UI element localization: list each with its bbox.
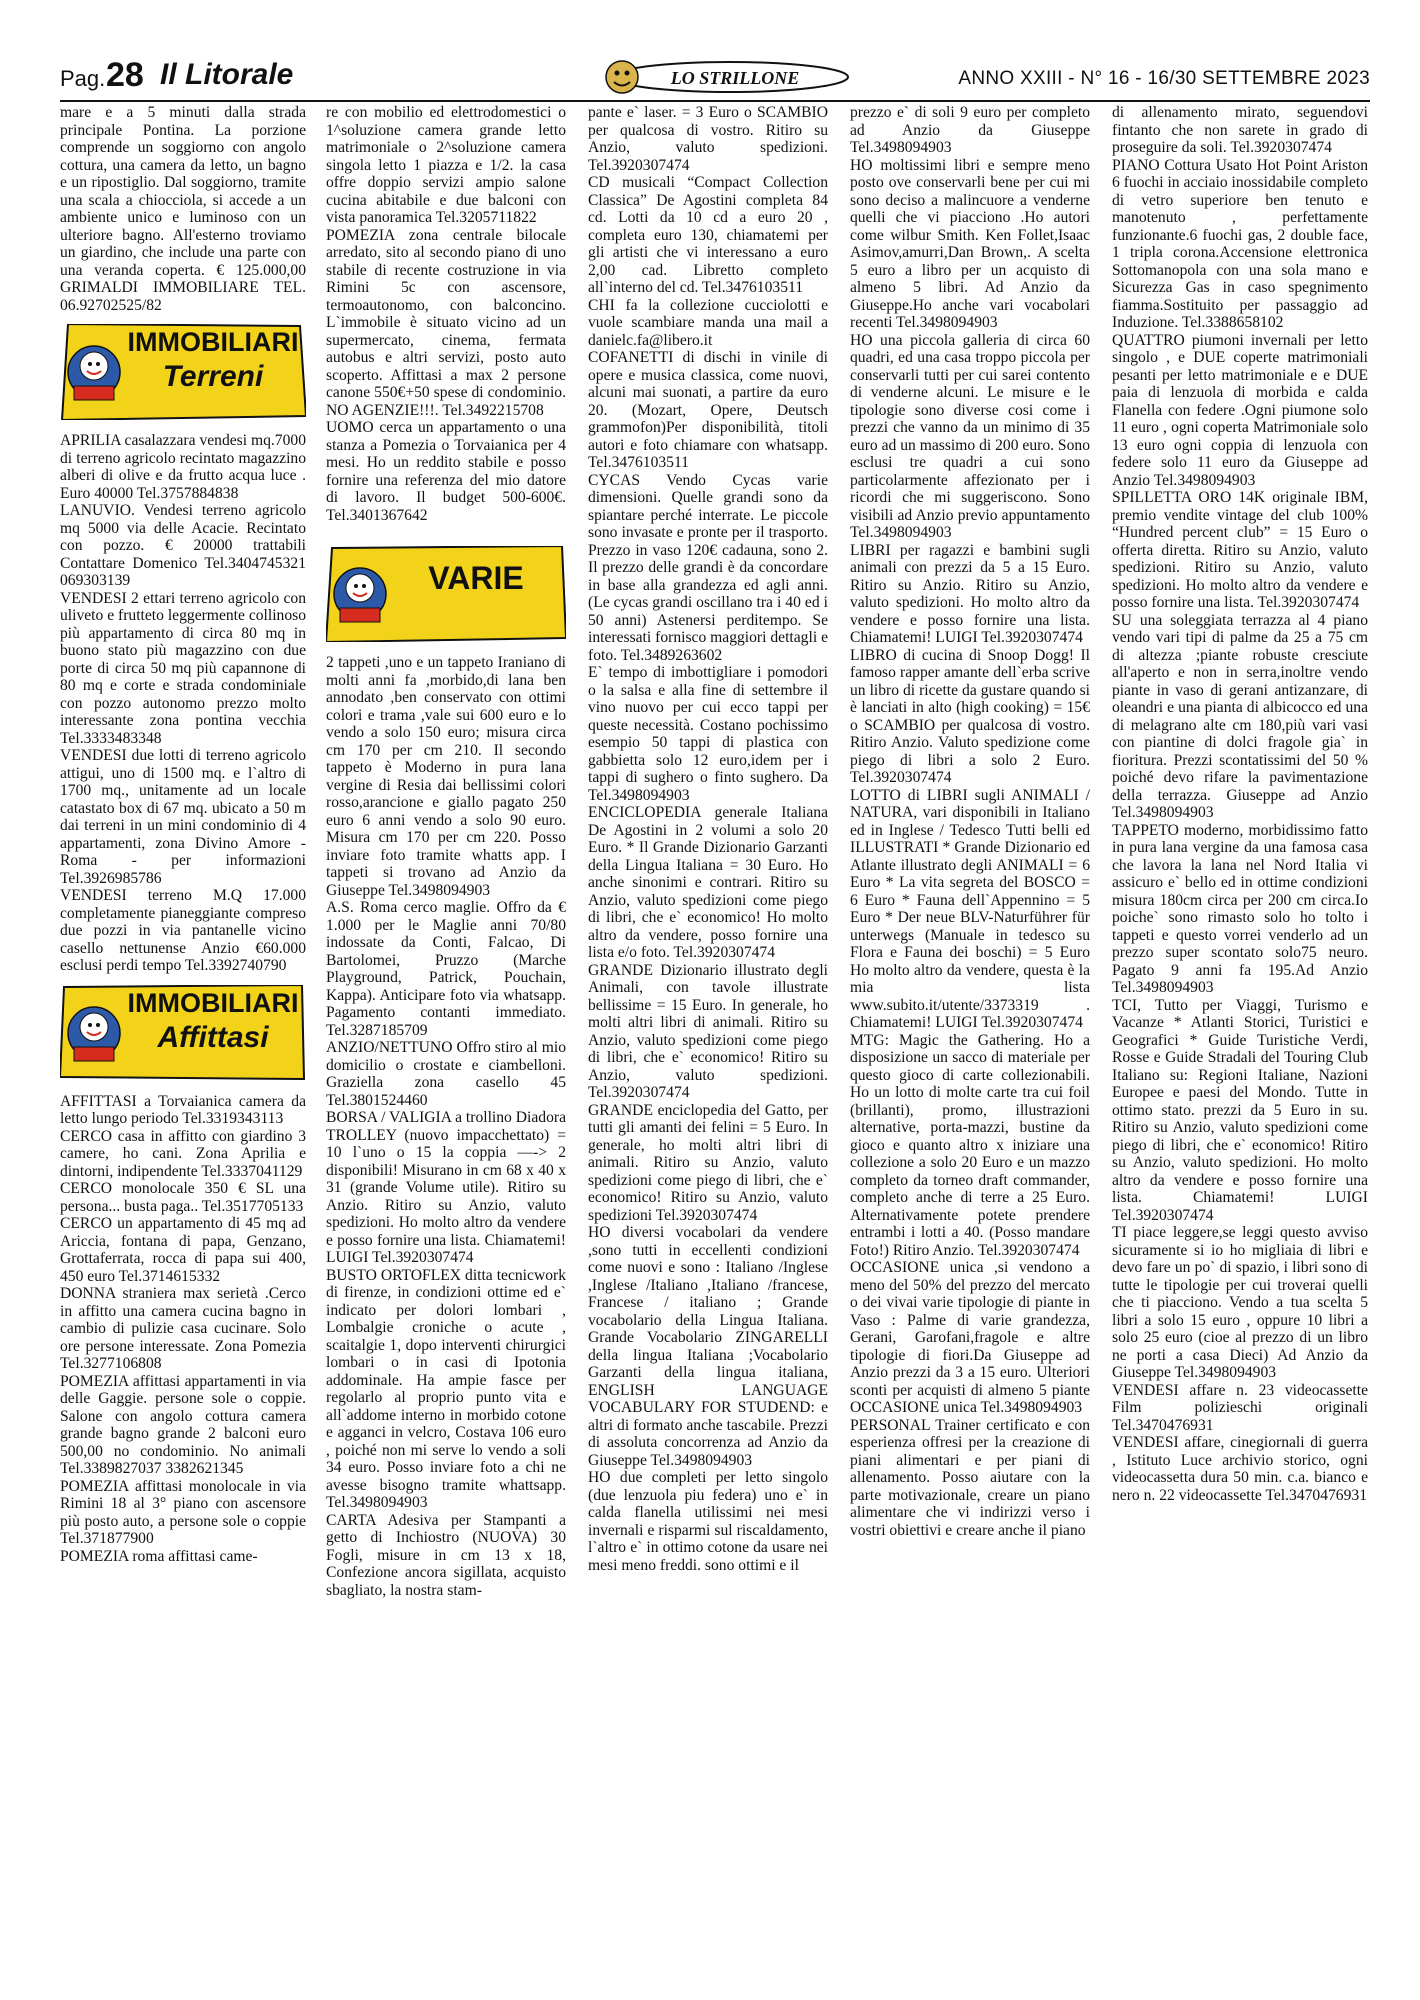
ad-text: CARTA Adesiva per Stampanti a getto di Inchiostro (NUOVA) 30 Fogli, misure in cm 13 x 18, Confezione ancora sigillata, acquisto sbagliato, la nostra stam- bbox=[326, 1511, 566, 1599]
ad-text: SU una soleggiata terrazza al 4 piano vendo vari tipi di palme da 25 a 75 cm di altezza ;piante robuste cresciute all'aperto e non in serra,inoltre vendo piante in vaso di gerani antizanzare, di oleandri e una pianta di albicocco ed una di melagrano alte cm 180,più vari vasi con piantine di dolci fragole gia` in fioritura. Prezzi scontatissimi del 50 % poiché devo rifare la pavimentazione della terrazza. Giuseppe ad Anzio Tel.3498094903 bbox=[1112, 611, 1368, 821]
ad-text: E` tempo di imbottigliare i pomodori o la salsa e alla fine di settembre il vino nuovo per cui ecco tappi per queste necessità. Costano pochissimo esempio 50 tappi di plastica con gabbietta solo 12 euro,idem per i tappi di sughero o finto sughero. Da Tel.3498094903 bbox=[588, 664, 828, 804]
ad-text: ANZIO/NETTUNO Offro stiro al mio domicilio o crostate e ciambelloni. Graziella zona casello 45 Tel.3801524460 bbox=[326, 1039, 566, 1109]
ad-text: MTG: Magic the Gathering. Ho a disposizione un sacco di materiale per questo gioco di carte collezionabili. Ho un lotto di molte carte tra cui foil (brillanti), promo, illustrazioni alternative, porta-mazzi, bustine da gioco e quanto altro x iniziare una collezione a solo 20 Euro e un mazzo completo da torneo draft commander, completo anche di terre a 25 Euro. Alternativamente potete prendere entrambi i lotti a 40. (Posso mandare Foto!) Ritiro Anzio. Tel.3920307474 bbox=[850, 1031, 1090, 1259]
ad-text: LANUVIO. Vendesi terreno agricolo mq 5000 via delle Acacie. Recintato con pozzo. € 20000 trattabili Contattare Domenico Tel.3404745321 069303139 bbox=[60, 502, 306, 589]
ad-text: LIBRO di cucina di Snoop Dogg! Il famoso rapper amante dell`erba scrive un libro di ricette da gustare quando si è lanciati in alto (high cooking) = 15€ o SCAMBIO per qualcosa di vostro. Ritiro Anzio. Valuto spedizione come piego di libri a solo 2 Euro. Tel.3920307474 bbox=[850, 646, 1090, 786]
ad-text: HO una piccola galleria di circa 60 quadri, ed una casa troppo piccola per conservarli tutti per cui sarei contento di venderne alcuni. Le misure e le tipologie sono diverse cosi come i prezzi che vanno da un minimo di 35 euro ad un massimo di 200 euro. Sono esclusi tre quadri a cui sono particolarmente affezionato per i ricordi che mi suggeriscono. Sono visibili ad Anzio previo appuntamento Tel.3498094903 bbox=[850, 331, 1090, 541]
ad-text: APRILIA casalazzara vendesi mq.7000 di terreno agricolo recintato magazzino alberi di olive e da frutto acqua luce . Euro 40000 Tel.3757884838 bbox=[60, 432, 306, 502]
column-1 bbox=[60, 104, 306, 1999]
ad-text: COFANETTI di dischi in vinile di opere e musica classica, come nuovi, alcuni mai suonati, a partire da euro 20. (Mozart, Opere, Deutsch grammofon)Per disponibilità, titoli autori e foto chiamare con whatsapp. Tel.3476103511 bbox=[588, 349, 828, 471]
ad-text: CERCO un appartamento di 45 mq ad Ariccia, fontana di papa, Genzano, Grottaferrata, rocca di papa sui 400, 450 euro Tel.3714615332 bbox=[60, 1215, 306, 1285]
strillone-logo bbox=[600, 58, 860, 96]
column-3 bbox=[588, 104, 828, 1999]
section-badge-varie bbox=[326, 546, 566, 642]
page-number: 28 bbox=[106, 56, 144, 94]
ad-text: TAPPETO moderno, morbidissimo fatto in pura lana vergine da una famosa casa che lavora la lana nel Nord Italia vi assicuro e` bello ed in ottime condizioni misura 180cm circa per 200 cm circa.Io poiche` sono rimasto solo ho tolto i tappeti e questo vorrei venderlo ad un prezzo super scontato solo75 neuro. Pagato 9 anni fa 195.Ad Anzio Tel.3498094903 bbox=[1112, 821, 1368, 996]
ad-text: GRANDE Dizionario illustrato degli Animali, con tavole illustrate bellissime = 15 Euro. In generale, ho molti altri libri di animali. Ritiro su Anzio, valuto spedizioni come piego di libri, che e` economico! Ritiro su Anzio, valuto spedizioni. Tel.3920307474 bbox=[588, 961, 828, 1101]
section-title: IMMOBILIARI bbox=[127, 987, 299, 1018]
ad-text: re con mobilio ed elettrodomestici o 1^soluzione camera grande letto matrimoniale o 2^soluzione camera singola letto 1 piazza e 1/2. la casa offre doppio servizi ampio salone cucina abitabile e due balconi con vista panoramica Tel.3205711822 bbox=[326, 104, 566, 226]
page-header bbox=[60, 56, 1370, 102]
strillone-logo-graphic bbox=[600, 58, 860, 96]
section-badge-immobiliari-affittasi bbox=[60, 985, 306, 1081]
section-badge-immobiliari-terreni bbox=[60, 324, 306, 420]
ad-text: CERCO casa in affitto con giardino 3 camere, ho cani. Zona Aprilia e dintorni, indipendente Tel.3337041129 bbox=[60, 1127, 306, 1180]
ad-text: CERCO monolocale 350 € SL una persona... busta paga.. Tel.3517705133 bbox=[60, 1180, 306, 1215]
ad-text: A.S. Roma cerco maglie. Offro da € 1.000 per le Maglie anni 70/80 indossate da Conti, Falcao, Di Bartolomei, Pruzzo (Marche Playground, Patrick, Pouchain, Kappa). Anticipare foto via whatsapp. Pagamento contanti immediato. Tel.3287185709 bbox=[326, 899, 566, 1039]
paper-name: Il Litorale bbox=[160, 58, 294, 91]
ad-text: ENCICLOPEDIA generale Italiana De Agostini in 2 volumi a solo 20 Euro. * Il Grande Dizionario Garzanti della Lingua Italiana = 30 Euro. Ho anche sinonimi e contrari. Ritiro su Anzio, valuto spedizioni come piego di libri, che e` economico! Ho molto altro da vendere, posso fornire una lista e/o foto. Tel.3920307474 bbox=[588, 804, 828, 961]
section-subtitle: Terreni bbox=[162, 360, 264, 393]
ad-text: mare e a 5 minuti dalla strada principale Pontina. La porzione comprende un soggiorno con angolo cottura, una camera da letto, un bagno e un ripostiglio. Dal soggiorno, tramite una scala a chiocciola, si accede a un ambiente unico e luminoso con un ulteriore bagno. All'esterno troviamo un giardino, che include una parte con una veranda coperta. € 125.000,00 GRIMALDI IMMOBILIARE TEL. 06.92702525/82 bbox=[60, 104, 306, 314]
ad-text: TI piace leggere,se leggi questo avviso sicuramente si io ho migliaia di libri e devo fare un po` di spazio, i libri sono di tutte le tipologie per cui troverai quelli che ti piacciono. Vendo a tua scelta 5 libri a solo 15 euro , oppure 10 libri a solo 25 euro (cioe al prezzo di un libro ne porti a casa Dieci) Ad Anzio da Giuseppe Tel.3498094903 bbox=[1112, 1224, 1368, 1381]
section-title: IMMOBILIARI bbox=[127, 327, 299, 357]
column-5 bbox=[1112, 104, 1368, 1999]
ad-text: di allenamento mirato, seguendovi fintanto che non sarete in grado di proseguire da soli. Tel.3920307474 bbox=[1112, 104, 1368, 156]
ad-text: HO diversi vocabolari da vendere ,sono tutti in eccellenti condizioni come nuovi e sono : Italiano /Inglese ,Inglese /Italiano ,Italiano /francese, Francese / italiano ; Grande vocabolario della Lingua Italiana. Grande Vocabolario ZINGARELLI della lingua Italiana ;Vocabolario Garzanti della lingua italiana, ENGLISH LANGUAGE VOCABULARY FOR STUDEND: e altri di formato anche tascabile. Prezzi di assoluta concorrenza ad Anzio da Giuseppe Tel.3498094903 bbox=[588, 1224, 828, 1469]
column-4 bbox=[850, 104, 1090, 1999]
ad-text: LOTTO di LIBRI sugli ANIMALI / NATURA, vari disponibili in Italiano ed in Inglese / Tedesco Tutti belli ed ILLUSTRATI * Grande Dizionario ed Atlante illustrato degli ANIMALI = 6 Euro * La vita segreta del BOSCO = 6 Euro * Fauna dell`Appennino = 5 Euro * Der neue BLV-Naturführer für unterwegs (Manuale in tedesco su Flora e Fauna dei boschi) = 5 Euro Ho molto altro da vendere, questa è la mia lista www.subito.it/utente/3373319 . Chiamatemi! LUIGI Tel.3920307474 bbox=[850, 786, 1090, 1031]
ad-text: PIANO Cottura Usato Hot Point Ariston 6 fuochi in acciaio inossidabile completo di vetro superiore ben tenuto e manotenuto , perfettamente funzionante.6 fuochi gas, 2 double face, 1 tripla corona.Accensione elettronica Sottomanopola con una sola mano e Sicurezza Gas in caso spegnimento fiamma.Sostituito per passaggio ad Induzione. Tel.3388658102 bbox=[1112, 156, 1368, 331]
ad-text: BUSTO ORTOFLEX ditta tecnicwork di firenze, in condizioni ottime ed e` indicato per dolori lombari , Lombalgie croniche o acute , scaitalgie 1, dopo interventi chirurgici lombari o in casi di Ipotonia addominale. Ha ampie fasce per regolarlo al proprio punto vita e all`addome interno in morbido cotone e agganci in velcro, Costava 106 euro , poiché non mi serve lo vendo a soli 34 euro. Posso inviare foto a chi ne avesse bisogno tramite whattsapp. Tel.3498094903 bbox=[326, 1266, 566, 1511]
ad-text: GRANDE enciclopedia del Gatto, per tutti gli amanti dei felini = 5 Euro. In generale, ho molti altri libri di animali. Ritiro su Anzio, valuto spedizioni come piego di libri, che e` economico! Ritiro su Anzio, valuto spedizioni Tel.3920307474 bbox=[588, 1101, 828, 1224]
issue-info: ANNO XXIII - N° 16 - 16/30 SETTEMBRE 2023 bbox=[958, 68, 1370, 89]
logo-text: LO STRILLONE bbox=[670, 68, 800, 88]
ad-text: HO moltissimi libri e sempre meno posto ove conservarli bene per cui mi sono deciso a malincuore a venderne quelli che vi piacciono .Ho autori come wilbur Smith. Ken Follet,Isaac Asimov,amurri,Dan Brown,. A scelta 5 euro a libro per un acquisto di almeno 5 libri. Ad Anzio da Giuseppe.Ho anche vari vocabolari recenti Tel.3498094903 bbox=[850, 156, 1090, 331]
ad-text: DONNA straniera max serietà .Cerco in affitto una camera cucina bagno in cambio di pulizie casa cucinare. Solo ore persone interessate. Zona Pomezia Tel.3277106808 bbox=[60, 1285, 306, 1372]
ad-text: VENDESI due lotti di terreno agricolo attigui, uno di 1500 mq. e l`altro di 1700 mq., unitamente ad un locale catastato box di 67 mq. ubicato a 50 m dai terreni in un mini condominio di 4 appartamenti, zona Divino Amore - Roma - per informazioni Tel.3926985786 bbox=[60, 747, 306, 887]
ad-text: OCCASIONE unica ,si vendono a meno del 50% del prezzo del mercato o dei vivai varie tipologie di piante in Vaso : Palme di varie grandezza, Gerani, Garofani,fragole e altre tipologie di fiori.Da Giuseppe ad Anzio prezzi da 3 a 15 euro. Ulteriori sconti per acquisti di almeno 5 piante OCCASIONE unica Tel.3498094903 bbox=[850, 1259, 1090, 1416]
ad-text: BORSA / VALIGIA a trollino Diadora TROLLEY (nuovo impacchettato) = 10 l`uno o 15 la coppia —-> 2 disponibili! Misurano in cm 68 x 40 x 31 (grande Volume utile). Ritiro su Anzio. Ritiro su Anzio, valuto spedizioni. Ho molto altro da vendere e posso fornire una lista. Chiamatemi! LUIGI Tel.3920307474 bbox=[326, 1109, 566, 1266]
ad-text: VENDESI terreno M.Q 17.000 completamente pianeggiante compreso due pozzi in via pantanelle vicino casello nettunense Anzio €60.000 esclusi perdi tempo Tel.3392740790 bbox=[60, 887, 306, 974]
page-label: Pag. bbox=[60, 66, 106, 91]
ad-text: TCI, Tutto per Viaggi, Turismo e Vacanze * Atlanti Storici, Turistici e Geografici * Guide Turistiche Verdi, Rosse e Guide Stradali del Touring Club Italiano su: Regioni Italiane, Nazioni Europee e paesi del Mondo. Tutte in ottimo stato. prezzi da 5 Euro in su. Ritiro su Anzio, valuto spedizioni come piego di libri, che e` economico! Ritiro su Anzio, valuto spedizioni. Ho molto altro da vendere e posso fornire una lista. Chiamatemi! LUIGI Tel.3920307474 bbox=[1112, 996, 1368, 1224]
ad-text: POMEZIA roma affittasi came- bbox=[60, 1547, 258, 1565]
ad-text: prezzo e` di soli 9 euro per completo ad Anzio da Giuseppe Tel.3498094903 bbox=[850, 104, 1090, 156]
ad-text: CHI fa la collezione cucciolotti e vuole scambiare manda una mail a danielc.fa@libero.it bbox=[588, 296, 828, 349]
ad-text: POMEZIA affittasi monolocale in via Rimini 18 al 3° piano con ascensore più posto auto, a persone sole o coppie Tel.371877900 bbox=[60, 1477, 306, 1547]
ad-text: pante e` laser. = 3 Euro o SCAMBIO per qualcosa di vostro. Ritiro su Anzio, valuto spedizioni. Tel.3920307474 bbox=[588, 104, 828, 174]
ad-text: POMEZIA zona centrale bilocale arredato, sito al secondo piano di uno stabile di recente costruzione in via Rimini 5c con ascensore, termoautonomo, con balconcino. L`immobile è situato vicino ad un supermercato, cinema, fermata autobus e altri servizi, posto auto scoperto. Affittasi a max 2 persone canone 550€+50 spese di condominio. NO AGENZIE!!!. Tel.3492215708 bbox=[326, 226, 566, 419]
ad-text: LIBRI per ragazzi e bambini sugli animali con prezzi da 5 a 15 Euro. Ritiro su Anzio. Ritiro su Anzio, valuto spedizioni. Ho molto altro da vendere e posso fornire una lista. Chiamatemi! LUIGI Tel.3920307474 bbox=[850, 541, 1090, 646]
ad-text: POMEZIA affittasi appartamenti in via delle Gaggie. persone sole o coppie. Salone con angolo cottura camera grande bagno grande 2 balconi euro 500,00 no condominio. No animali Tel.3389827037 3382621345 bbox=[60, 1372, 306, 1477]
ad-text: VENDESI affare, cinegiornali di guerra , Istituto Luce archivio storico, ogni videocassetta dura 50 min. c.a. bianco e nero n. 22 videocassette Tel.3470476931 bbox=[1112, 1434, 1368, 1504]
ad-text: CYCAS Vendo Cycas varie dimensioni. Quelle grandi sono da spiantare perché interrate. Le piccole sono invasate e pronte per il trasporto. Prezzo in vaso 120€ cadauna, sono 2. Il prezzo delle grandi è da concordare in base alla grandezza ed agli anni. (Le cycas grandi oscillano tra i 40 ed i 50 anni) Astenersi perditempo. Se interessati fornisco maggiori dettagli e foto. Tel.3489263602 bbox=[588, 471, 828, 664]
ad-text: PERSONAL Trainer certificato e con esperienza offresi per la creazione di piani alimentari e per piani di allenamento. Posso aiutare con la parte motivazionale, creare un piano alimentare che vi indirizzi verso i vostri obiettivi e creare anche il piano bbox=[850, 1416, 1090, 1539]
ad-text: HO due completi per letto singolo (due lenzuola piu federa) uno e` in calda flanella utilissimi nei mesi invernali e risparmi sul riscaldamento, l`altro e` in ottimo cotone da usare nei mesi meno freddi. sono ottimi e il bbox=[588, 1469, 828, 1574]
ad-text: AFFITTASI a Torvaianica camera da letto lungo periodo Tel.3319343113 bbox=[60, 1092, 306, 1127]
ad-text: UOMO cerca un appartamento o una stanza a Pomezia o Torvaianica per 4 mesi. Ho un reddito stabile e posso fornire una referenza del mio datore di lavoro. Il budget 500-600€. Tel.3401367642 bbox=[326, 419, 566, 524]
section-title: VARIE bbox=[428, 560, 524, 596]
ad-text: 2 tappeti ,uno e un tappeto Iraniano di molti anni fa ,morbido,di lana ben annodato ,ben conservato con ottimi colori e trama ,vale sui 600 euro e lo vendo a solo 150 euro; misura circa cm 170 per cm 210. Il secondo tappeto è Moderno in pura lana vergine di Resia dai bellissimi colori rosso,arancione e giallo pagato 250 euro 6 anni vendo a solo 90 euro. Misura cm 170 per cm 220. Posso inviare foto tramite whatts app. I tappeti si trovano ad Anzio da Giuseppe Tel.3498094903 bbox=[326, 654, 566, 899]
ad-text: VENDESI affare n. 23 videocassette Film polizieschi originali Tel.3470476931 bbox=[1112, 1381, 1368, 1434]
ad-text: CD musicali “Compact Collection Classica” De Agostini completa 84 cd. Lotti da 10 cd a euro 20 , completa euro 130, chiamatemi per gli artisti che vi interessano a euro 2,00 cad. Libretto completo all`interno del cd. Tel.3476103511 bbox=[588, 174, 828, 296]
column-2 bbox=[326, 104, 566, 1999]
ad-text: SPILLETTA ORO 14K originale IBM, premio vendite vintage del club 100% “Hundred percent club” = 15 Euro o offerta diretta. Ritiro su Anzio, valuto spedizioni. Ritiro su Anzio, valuto spedizioni. Ho molto altro da vendere e posso fornire una lista. Tel.3920307474 bbox=[1112, 489, 1368, 611]
section-subtitle: Affittasi bbox=[157, 1020, 269, 1054]
ad-text: VENDESI 2 ettari terreno agricolo con uliveto e frutteto leggermente collinoso più appartamento di circa 80 mq in buono stato più magazzino con due porte di circa 50 mq più capannone di 80 mq e corte e strada condominiale con pozzo autonomo prezzo molto interessante zona pontina vecchia Tel.3333483348 bbox=[60, 589, 306, 747]
ad-text: QUATTRO piumoni invernali per letto singolo , e DUE coperte matrimoniali pesanti per letto matrimoniale e e DUE paia di lenzuola di morbida e calda Flanella con federe .Ogni piumone solo 11 euro , ogni coperta Matrimoniale solo 13 euro ogni coppia di lenzuola con federe solo 11 euro da Giuseppe ad Anzio Tel.3498094903 bbox=[1112, 331, 1368, 489]
